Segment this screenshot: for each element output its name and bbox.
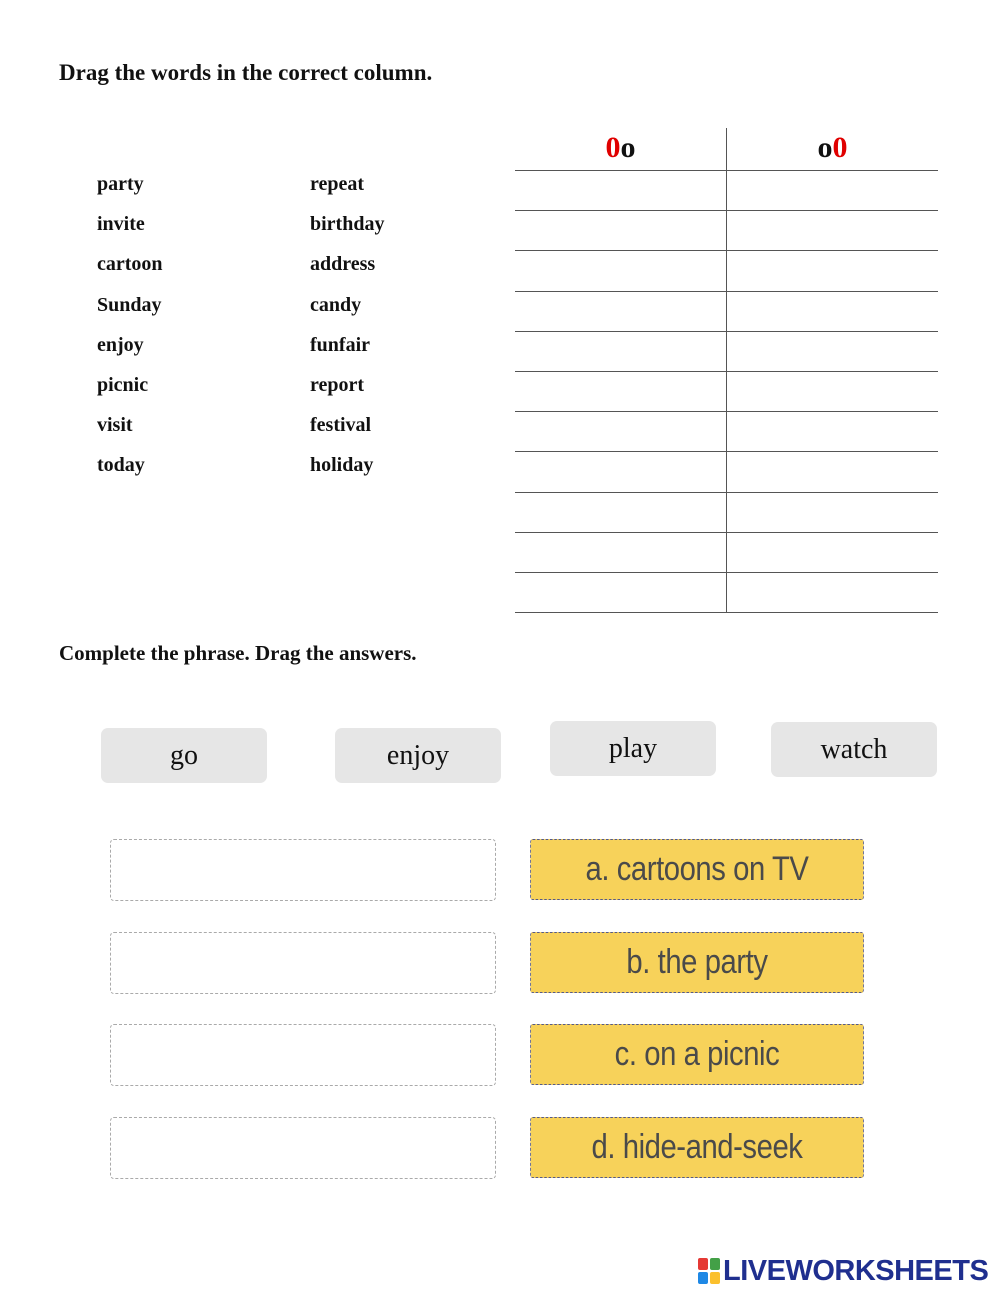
logo-square	[698, 1272, 708, 1284]
draggable-word[interactable]: party	[97, 173, 144, 195]
table-cell-stress-second[interactable]	[727, 251, 937, 290]
liveworksheets-logo-icon	[698, 1258, 720, 1284]
logo-square	[698, 1258, 708, 1270]
section2-title: Complete the phrase. Drag the answers.	[59, 641, 417, 665]
phrase-box: d. hide-and-seek	[530, 1117, 864, 1178]
answer-drop-zone[interactable]	[110, 1117, 496, 1179]
table-cell-stress-first[interactable]	[515, 452, 725, 491]
weak-syllable-mark: o	[620, 131, 636, 164]
draggable-word[interactable]: repeat	[310, 173, 365, 195]
stressed-syllable-mark: 0	[832, 131, 848, 164]
table-cell-stress-second[interactable]	[727, 412, 937, 451]
table-cell-stress-second[interactable]	[727, 533, 937, 572]
logo-square	[710, 1272, 720, 1284]
logo-square	[710, 1258, 720, 1270]
draggable-word[interactable]: Sunday	[97, 294, 162, 316]
table-cell-stress-first[interactable]	[515, 573, 725, 612]
table-cell-stress-first[interactable]	[515, 412, 725, 451]
table-row-line	[515, 612, 938, 613]
answer-drop-zone[interactable]	[110, 932, 496, 994]
answer-chip-watch[interactable]: watch	[771, 722, 937, 777]
draggable-word[interactable]: address	[310, 253, 376, 275]
draggable-word[interactable]: today	[97, 454, 145, 476]
draggable-word[interactable]: invite	[97, 213, 145, 235]
answer-drop-zone[interactable]	[110, 839, 496, 901]
draggable-word[interactable]: enjoy	[97, 334, 144, 356]
stress-pattern-table	[515, 128, 938, 613]
table-cell-stress-second[interactable]	[727, 292, 937, 331]
table-cell-stress-second[interactable]	[727, 573, 937, 612]
answer-drop-zone[interactable]	[110, 1024, 496, 1086]
stressed-syllable-mark: 0	[605, 131, 621, 164]
table-cell-stress-second[interactable]	[727, 332, 937, 371]
draggable-word[interactable]: festival	[310, 414, 372, 436]
answer-chip-enjoy[interactable]: enjoy	[335, 728, 501, 783]
answer-chip-play[interactable]: play	[550, 721, 716, 776]
table-cell-stress-second[interactable]	[727, 372, 937, 411]
table-cell-stress-first[interactable]	[515, 372, 725, 411]
table-cell-stress-first[interactable]	[515, 211, 725, 250]
phrase-box: a. cartoons on TV	[530, 839, 864, 900]
table-cell-stress-first[interactable]	[515, 251, 725, 290]
draggable-word[interactable]: picnic	[97, 374, 149, 396]
section1-title: Drag the words in the correct column.	[59, 60, 433, 85]
column-header-stress-first	[515, 130, 726, 166]
table-cell-stress-second[interactable]	[727, 493, 937, 532]
table-cell-stress-first[interactable]	[515, 533, 725, 572]
draggable-word[interactable]: candy	[310, 294, 362, 316]
column-header-stress-second	[727, 130, 938, 166]
table-cell-stress-first[interactable]	[515, 493, 725, 532]
logo-text: LIVEWORKSHEETS	[723, 1254, 989, 1287]
table-cell-stress-first[interactable]	[515, 332, 725, 371]
answer-chip-go[interactable]: go	[101, 728, 267, 783]
table-cell-stress-second[interactable]	[727, 452, 937, 491]
table-cell-stress-second[interactable]	[727, 211, 937, 250]
table-cell-stress-first[interactable]	[515, 171, 725, 210]
draggable-word[interactable]: report	[310, 374, 365, 396]
table-cell-stress-second[interactable]	[727, 171, 937, 210]
draggable-word[interactable]: cartoon	[97, 253, 163, 275]
draggable-word[interactable]: funfair	[310, 334, 370, 356]
draggable-word[interactable]: holiday	[310, 454, 374, 476]
draggable-word[interactable]: visit	[97, 414, 133, 436]
weak-syllable-mark: o	[817, 131, 833, 164]
liveworksheets-logo[interactable]	[698, 1256, 988, 1286]
phrase-box: c. on a picnic	[530, 1024, 864, 1085]
draggable-word[interactable]: birthday	[310, 213, 385, 235]
table-cell-stress-first[interactable]	[515, 292, 725, 331]
phrase-box: b. the party	[530, 932, 864, 993]
